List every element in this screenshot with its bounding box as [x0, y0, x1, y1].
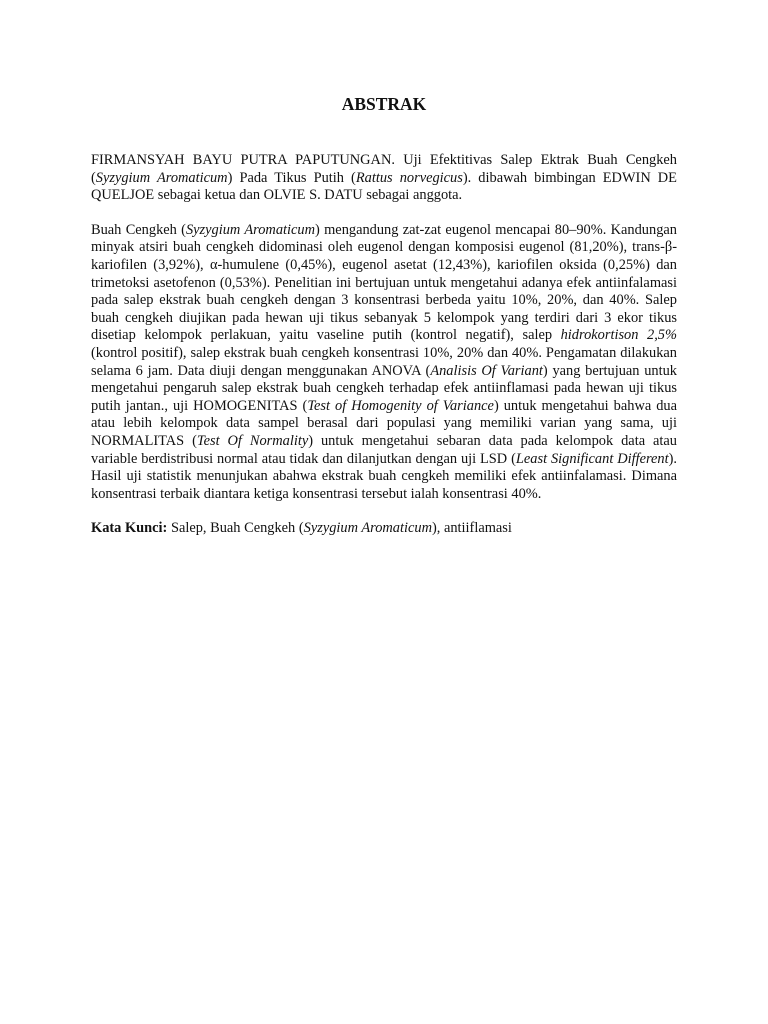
italic-term: hidrokortison 2,5%	[560, 327, 677, 344]
keywords-line: Kata Kunci: Salep, Buah Cengkeh (Syzygium Aromaticum), antiiflamasi	[91, 520, 512, 537]
italic-term: Analisis Of Variant	[430, 362, 543, 379]
page-title: ABSTRAK	[341, 94, 427, 114]
abstract-body: Buah Cengkeh (Syzygium Aromaticum) mengandung zat-zat eugenol mencapai 80–90%. Kandungan minyak atsiri buah cengkeh didominasi oleh eugenol dengan komposisi eugenol (81,20%), trans-β-kariofilen (3,92%), α-humulene (0,45%), eugenol asetat (12,43%), kariofilen oksida (0,25%) dan trimetoksi asetofenon (0,53%). Penelitian ini bertujuan untuk mengetahui adanya efek antiinfalamasi pada salep ekstrak buah cengkeh dengan 3 konsentrasi berbeda yaitu 10%, 20%, dan 40%. Salep buah cengkeh diujikan pada hewan uji tikus sebanyak 5 kelompok yang terdiri dari 3 ekor tikus disetiap kelompok perlakuan, yaitu vaseline putih (kontrol negatif), salep hidrokortison 2,5% (kontrol positif), salep ekstrak buah cengkeh konsentrasi 10%, 20% dan 40%. Pengamatan dilakukan selama 6 jam. Data diuji dengan menggunakan ANOVA (Analisis Of Variant) yang bertujuan untuk mengetahui pengaruh salep ekstrak buah cengkeh terhadap efek antiinflamasi pada hewan uji tikus putih jantan., uji HOMOGENITAS (Test of Homogenity of Variance) untuk mengetahui bahwa dua atau lebih kelompok data sampel berasal dari populasi yang memiliki varian yang sama, uji NORMALITAS (Test Of Normality) untuk mengetahui sebaran data pada kelompok data atau variable berdistribusi normal atau tidak dan dilanjutkan dengan uji LSD (Least Significant Different). Hasil uji statistik menunjukan abahwa ekstrak buah cengkeh memiliki efek antiinfalamasi. Dimana konsentrasi terbaik diantara ketiga konsentrasi tersebut ialah konsentrasi 40%.	[91, 221, 678, 502]
author-name: FIRMANSYAH BAYU PUTRA PAPUTUNGAN	[91, 152, 392, 168]
species-name: Syzygium Aromaticum	[95, 169, 228, 186]
italic-term: Test Of Normality	[196, 432, 309, 449]
identity-paragraph: FIRMANSYAH BAYU PUTRA PAPUTUNGAN. Uji Efektitivas Salep Ektrak Buah Cengkeh (Syzygium Aromaticum) Pada Tikus Putih (Rattus norvegicus). dibawah bimbingan EDWIN DE QUELJOE sebagai ketua dan OLVIE S. DATU sebagai anggota.	[91, 152, 677, 204]
italic-term: Test of Homogenity of Variance	[307, 397, 494, 414]
species-name: Syzygium Aromaticum	[303, 520, 432, 537]
italic-term: Least Significant Different	[515, 450, 669, 467]
abstract-page	[91, 0, 677, 538]
keywords-label: Kata Kunci:	[91, 520, 168, 537]
species-name: Syzygium Aromaticum	[185, 221, 315, 238]
species-name: Rattus norvegicus	[355, 169, 463, 186]
